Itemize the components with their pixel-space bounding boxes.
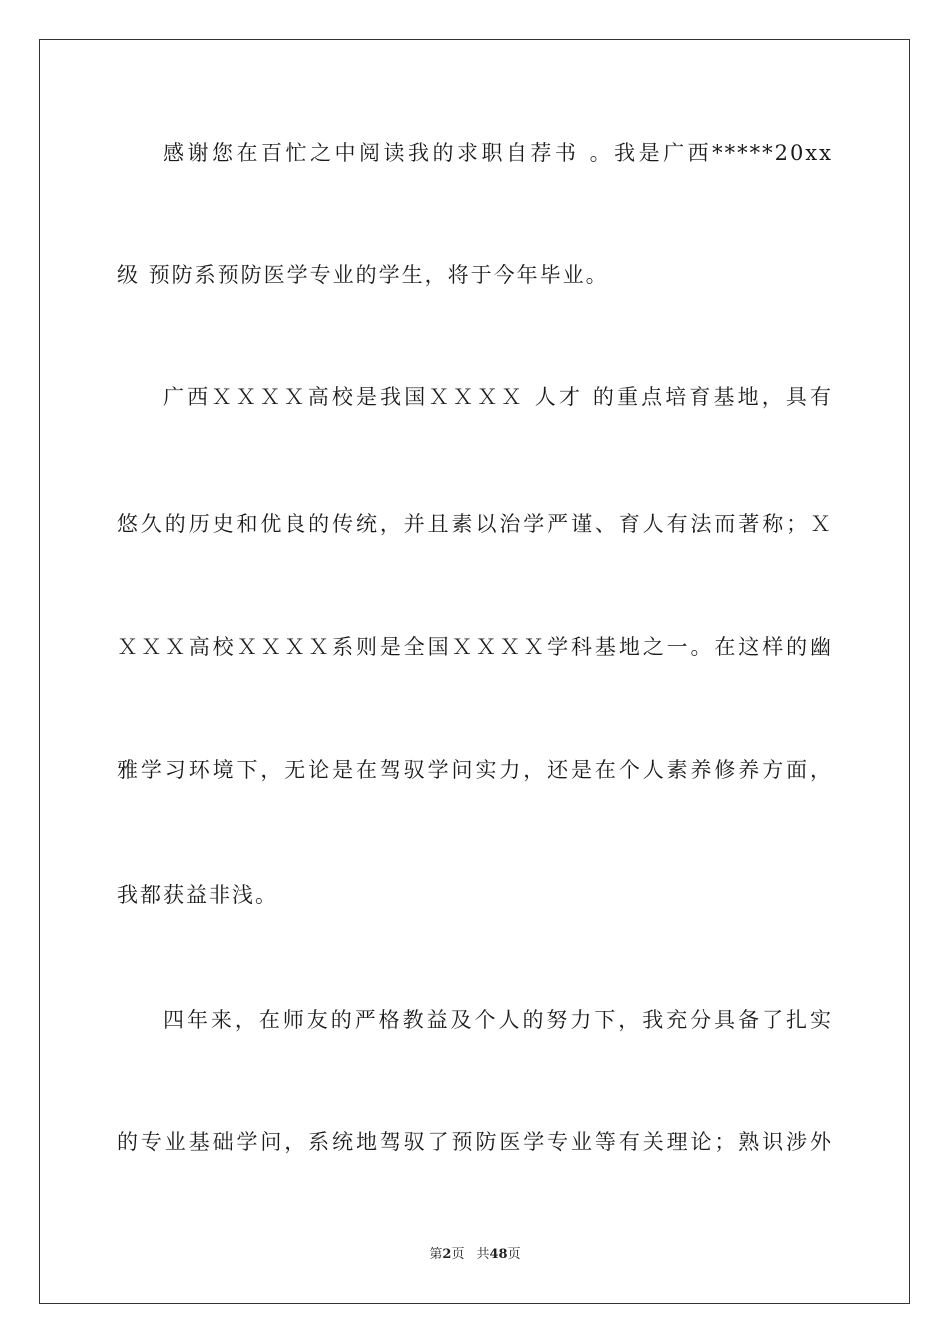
paragraph-2-line-5: 我都获益非浅。 [117, 883, 278, 907]
paragraph-3-line-2: 的专业基础学问，系统地驾驭了预防医学专业等有关理论；熟识涉外 [117, 1130, 833, 1154]
paragraph-2-line-1: 广西ＸＸＸＸ高校是我国ＸＸＸＸ 人才 的重点培育基地，具有 [163, 385, 833, 409]
paragraph-1-line-1: 感谢您在百忙之中阅读我的求职自荐书 。我是广西*****20xx [163, 141, 833, 165]
page-frame [39, 39, 910, 1304]
paragraph-2-line-4: 雅学习环境下，无论是在驾驭学问实力，还是在个人素养修养方面， [117, 758, 833, 782]
footer-page-suffix: 页 [451, 1247, 465, 1262]
page-footer [0, 1246, 950, 1264]
footer-total-prefix: 共 [476, 1247, 490, 1262]
footer-total-suffix: 页 [507, 1247, 521, 1262]
footer-page-number: 2 [442, 1247, 452, 1262]
footer-total-pages: 48 [489, 1247, 508, 1262]
paragraph-1-line-2: 级 预防系预防医学专业的学生，将于今年毕业。 [117, 263, 609, 287]
paragraph-2-line-2: 悠久的历史和优良的传统，并且素以治学严谨、育人有法而著称；Ｘ [117, 512, 833, 536]
footer-page-prefix: 第 [429, 1247, 443, 1262]
paragraph-3-line-1: 四年来，在师友的严格教益及个人的努力下，我充分具备了扎实 [163, 1008, 833, 1032]
paragraph-2-line-3: ＸＸＸ高校ＸＸＸＸ系则是全国ＸＸＸＸ学科基地之一。在这样的幽 [117, 635, 833, 659]
